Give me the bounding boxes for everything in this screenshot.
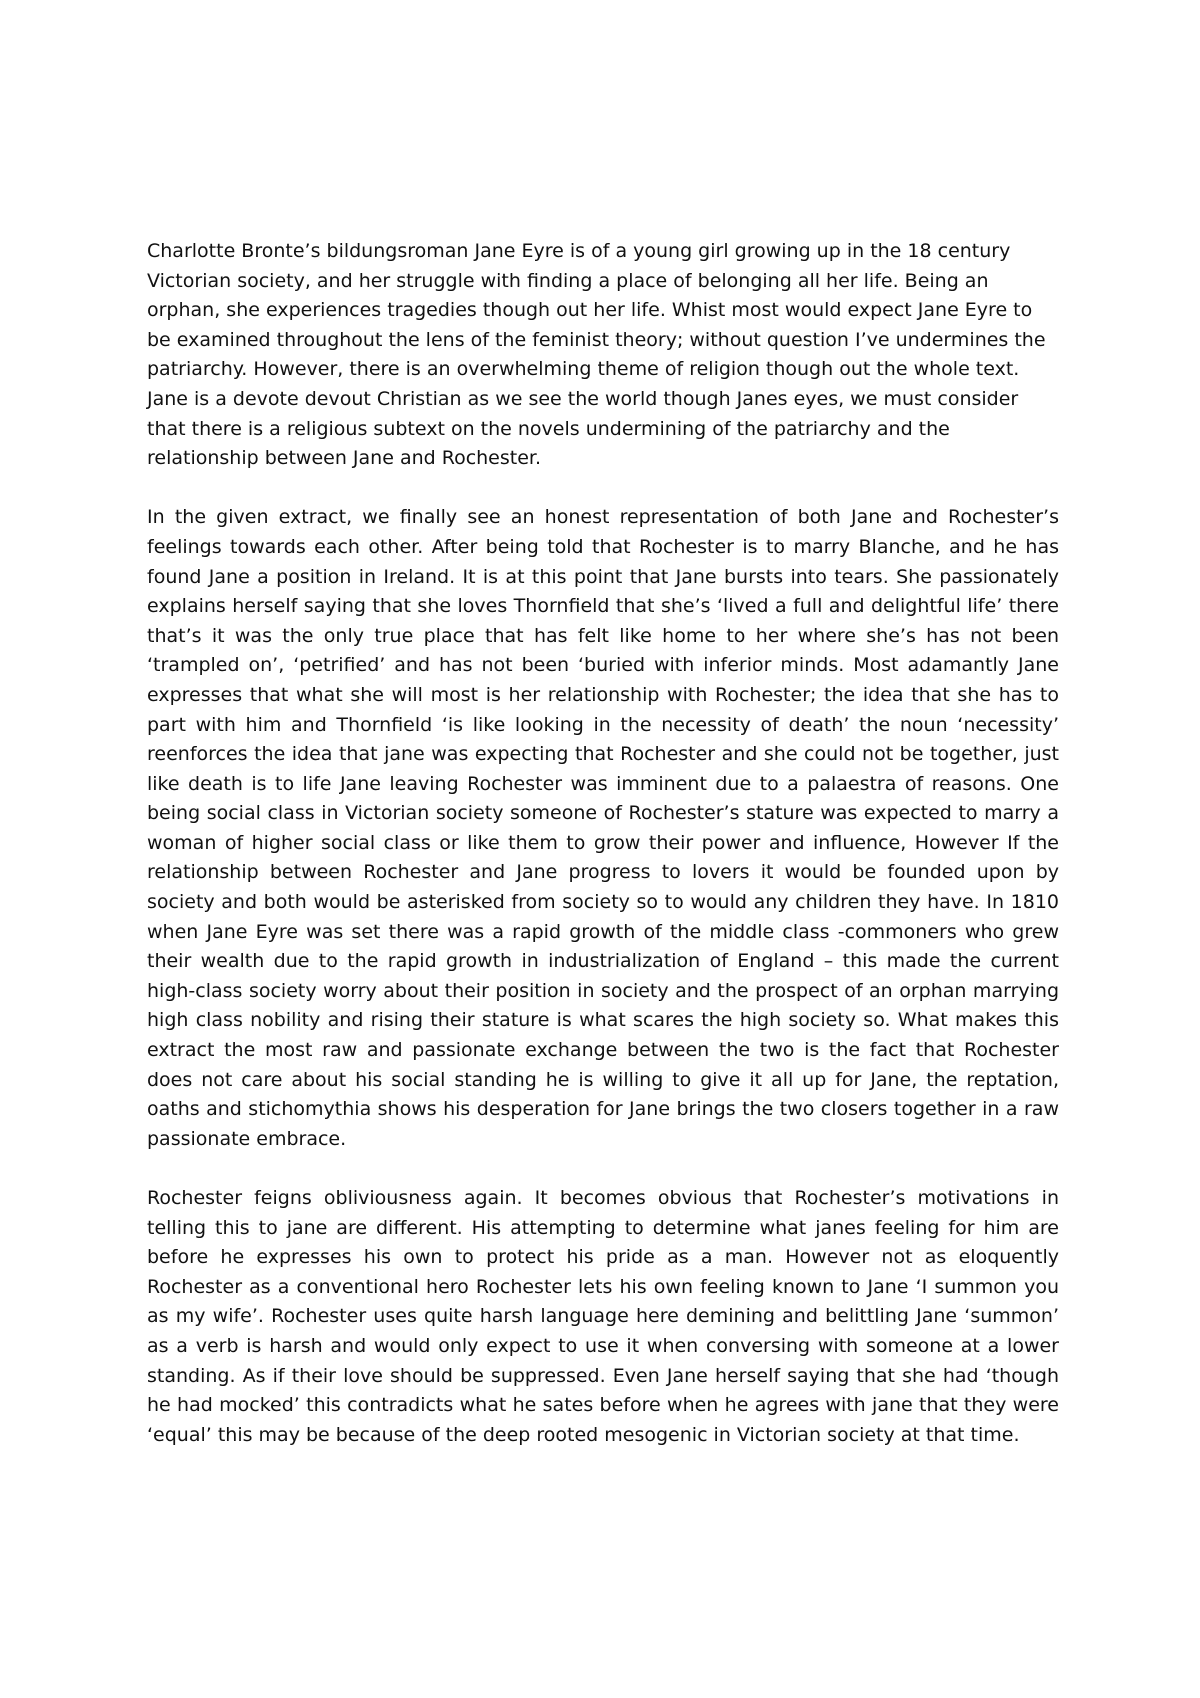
essay-body [147, 237, 1059, 1480]
paragraph-rochester-analysis: Rochester feigns obliviousness again. It becomes obvious that Rochester’s motivations in telling this to jane are different. His attempting to determine what janes feeling for him are before he expresses his own to protect his pride as a man. However not as eloquently Rochester as a conventional hero Rochester lets his own feeling known to Jane ‘I summon you as my wife’. Rochester uses quite harsh language here demining and belittling Jane ‘summon’ as a verb is harsh and would only expect to use it when conversing with someone at a lower standing. As if their love should be suppressed. Even Jane herself saying that she had ‘though he had mocked’ this contradicts what he sates before when he agrees with jane that they were ‘equal’ this may be because of the deep rooted mesogenic in Victorian society at that time. [147, 1187, 1059, 1446]
paragraph-introduction: Charlotte Bronte’s bildungsroman Jane Eyre is of a young girl growing up in the 18 century Victorian society, and her struggle with finding a place of belonging all her life. Being an orphan, she experiences tragedies though out her life. Whist most would expect Jane Eyre to be examined throughout the lens of the feminist theory; without question I’ve undermines the patriarchy. However, there is an overwhelming theme of religion though out the whole text. Jane is a devote devout Christian as we see the world though Janes eyes, we must consider that there is a religious subtext on the novels undermining of the patriarchy and the relationship between Jane and Rochester. [147, 240, 1046, 470]
paragraph-extract-analysis: In the given extract, we finally see an honest representation of both Jane and Rochester’s feelings towards each other. After being told that Rochester is to marry Blanche, and he has found Jane a position in Ireland. It is at this point that Jane bursts into tears. She passionately explains herself saying that she loves Thornfield that she’s ‘lived a full and delightful life’ there that’s it was the only true place that has felt like home to her where she’s has not been ‘trampled on’, ‘petrified’ and has not been ‘buried with inferior minds. Most adamantly Jane expresses that what she will most is her relationship with Rochester; the idea that she has to part with him and Thornfield ‘is like looking in the necessity of death’ the noun ‘necessity’ reenforces the idea that jane was expecting that Rochester and she could not be together, just like death is to life Jane leaving Rochester was imminent due to a palaestra of reasons. One being social class in Victorian society someone of Rochester’s stature was expected to marry a woman of higher social class or like them to grow their power and influence, However If the relationship between Rochester and Jane progress to lovers it would be founded upon by society and both would be asterisked from society so to would any children they have. In 1810 when Jane Eyre was set there was a rapid growth of the middle class -commoners who grew their wealth due to the rapid growth in industrialization of England – this made the current high-class society worry about their position in society and the prospect of an orphan marrying high class nobility and rising their stature is what scares the high society so. What makes this extract the most raw and passionate exchange between the two is the fact that Rochester does not care about his social standing he is willing to give it all up for Jane, the reptation, oaths and stichomythia shows his desperation for Jane brings the two closers together in a raw passionate embrace. [147, 506, 1059, 1150]
